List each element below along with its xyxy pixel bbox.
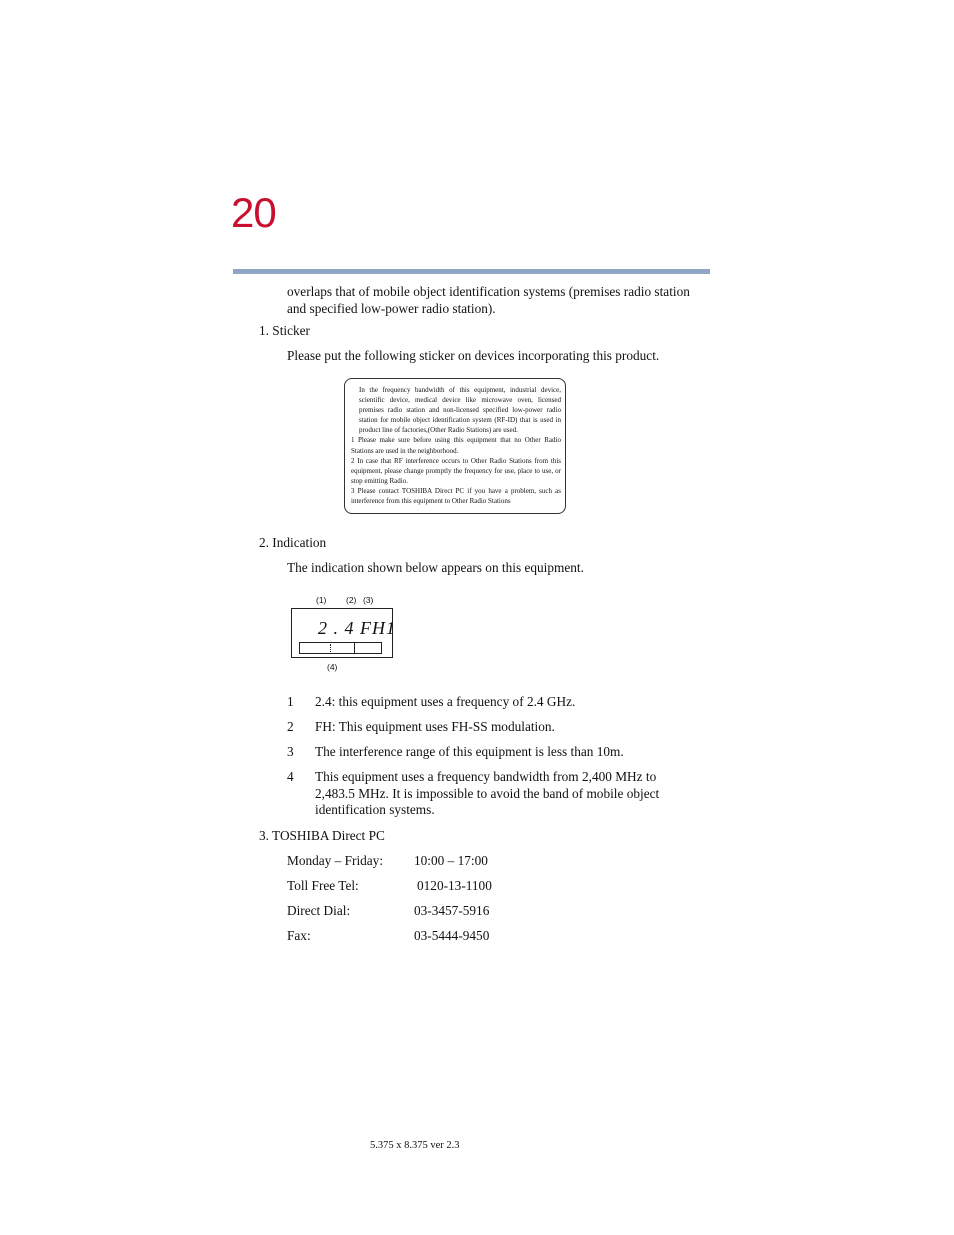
sticker-line: 2 In case that RF interference occurs to Other Radio Stations from this equipment, please change promptly the frequency for use, place to use, or stop emitting Radio.	[351, 456, 561, 485]
page-footer: 5.375 x 8.375 ver 2.3	[370, 1140, 460, 1151]
section-contact-heading: 3. TOSHIBA Direct PC	[259, 828, 385, 843]
sticker-line: In the frequency bandwidth of this equipment, industrial device, scientific device, medical device like microwave oven, licensed premises radio station and non-licensed specified low-power radio station for mobile object identification system (RF-ID) that is used in product line of factories,(Other Radio Stations) are used.	[359, 386, 561, 435]
indication-bar-marker	[330, 644, 331, 652]
list-item-number: 4	[287, 769, 294, 784]
intro-paragraph: overlaps that of mobile object identification systems (premises radio station and specified low-power radio station).	[287, 284, 690, 316]
list-item-text: FH: This equipment uses FH-SS modulation.	[315, 719, 555, 734]
indication-bandwidth-bar	[299, 642, 382, 654]
indication-display-text: 2 . 4 FH1	[318, 618, 396, 638]
indication-label-3: (3)	[363, 595, 374, 605]
sticker-line: 1 Please make sure before using this equipment that no Other Radio Stations are used in the neighborhood.	[351, 436, 561, 455]
indication-label-2: (2)	[346, 595, 357, 605]
list-item-number: 2	[287, 719, 294, 734]
section-indication-text: The indication shown below appears on this equipment.	[287, 560, 584, 575]
indication-label-1: (1)	[316, 595, 327, 605]
section-sticker-heading: 1. Sticker	[259, 323, 310, 338]
list-item-number: 3	[287, 744, 294, 759]
list-item-text: The interference range of this equipment is less than 10m.	[315, 744, 624, 759]
sticker-label	[344, 378, 566, 514]
list-item-text: This equipment uses a frequency bandwidth from 2,400 MHz to 2,483.5 MHz. It is impossible to avoid the band of mobile object identification systems.	[315, 769, 660, 817]
contact-value: 03-3457-5916	[414, 903, 490, 918]
sticker-line: 3 Please contact TOSHIBA Direct PC if you have a problem, such as interference from this equipment to Other Radio Stations	[351, 486, 561, 506]
contact-value: 10:00 – 17:00	[414, 853, 488, 868]
indication-label-4: (4)	[327, 662, 338, 672]
contact-label: Fax:	[287, 928, 311, 943]
contact-label: Direct Dial:	[287, 903, 351, 918]
section-sticker-text: Please put the following sticker on devices incorporating this product.	[287, 348, 660, 363]
list-item-number: 1	[287, 694, 294, 709]
contact-value: 03-5444-9450	[414, 928, 490, 943]
list-item-text: 2.4: this equipment uses a frequency of 2.4 GHz.	[315, 694, 576, 709]
header-rule	[233, 269, 710, 274]
contact-label: Toll Free Tel:	[287, 878, 359, 893]
contact-label: Monday – Friday:	[287, 853, 384, 868]
section-indication-heading: 2. Indication	[259, 535, 327, 550]
contact-value: 0120-13-1100	[417, 878, 492, 893]
page-number: 20	[231, 189, 276, 236]
indication-bar-divider	[354, 642, 355, 654]
